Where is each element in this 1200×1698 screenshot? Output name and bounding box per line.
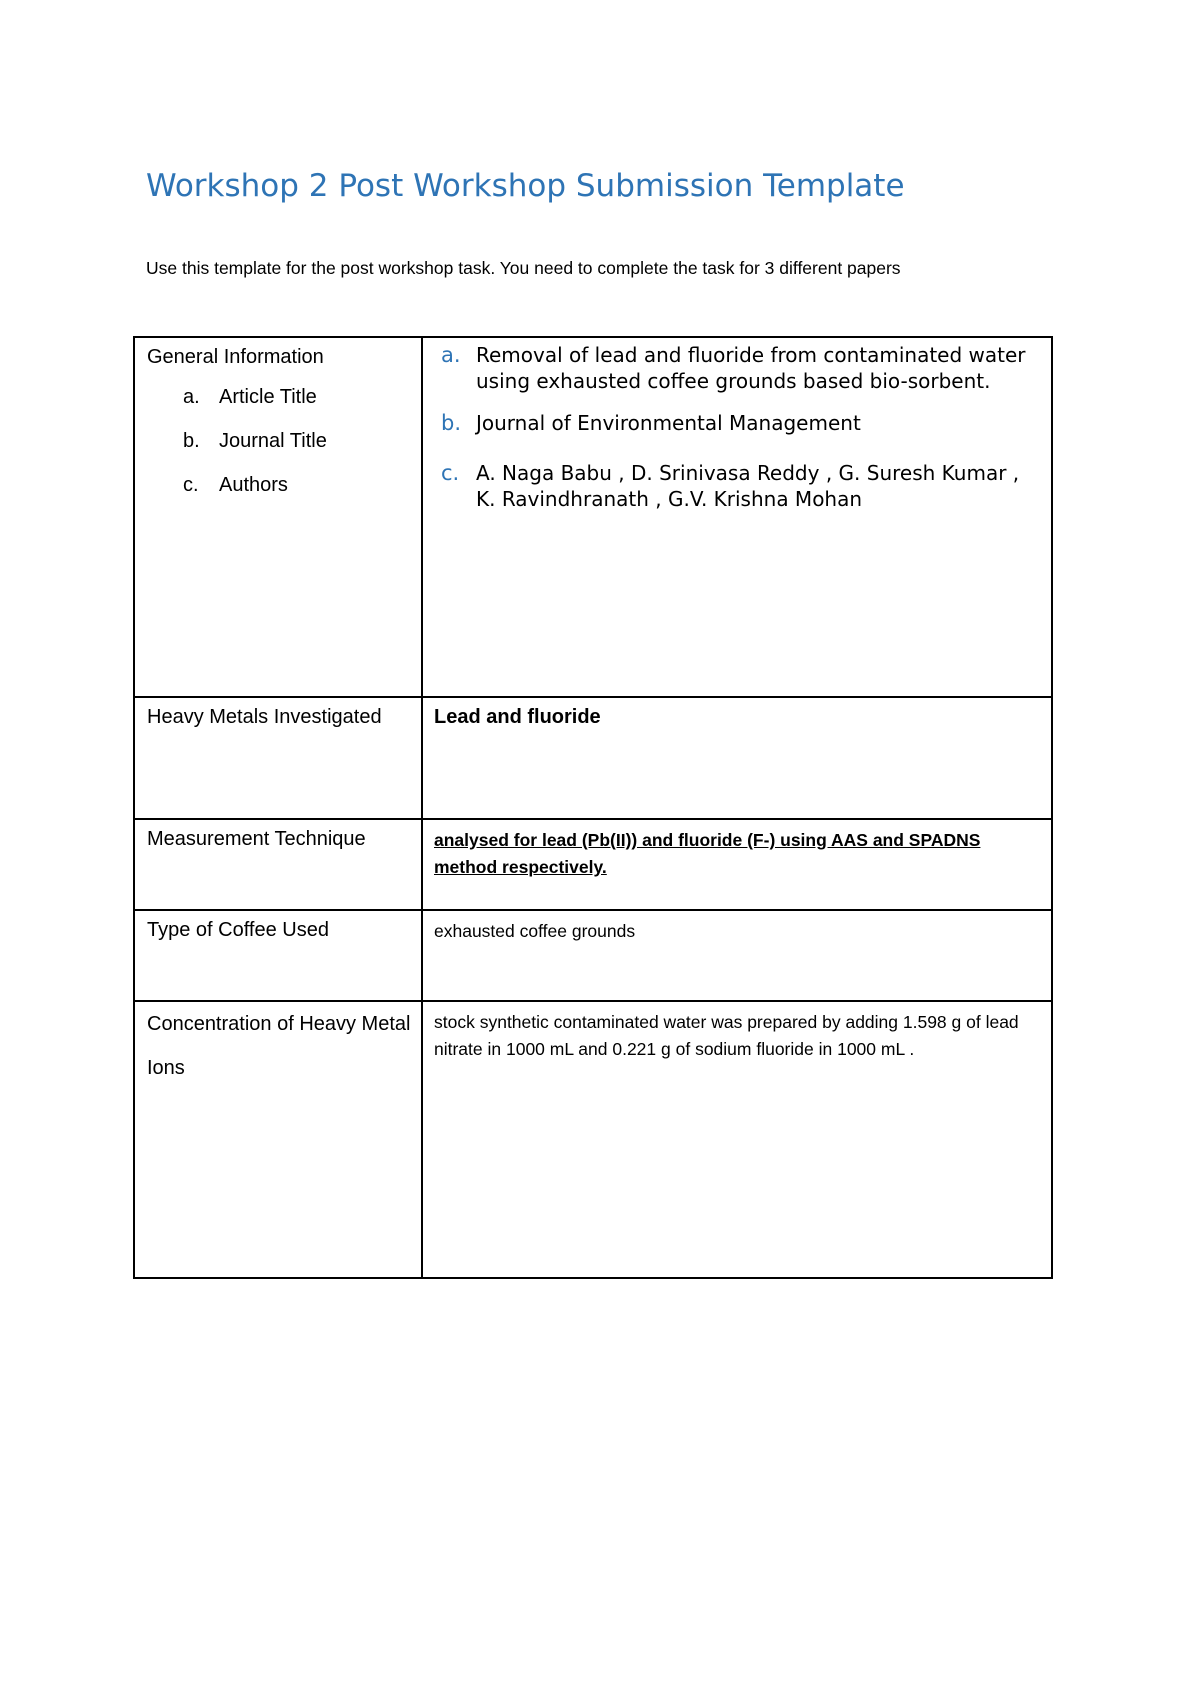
general-information-value-cell	[422, 337, 1052, 697]
table-row-measurement-technique	[134, 819, 1052, 910]
concentration-value: stock synthetic contaminated water was prepared by adding 1.598 g of lead nitrate in 1000 mL and 0.221 g of sodium fluoride in 1000 mL .	[434, 1012, 1019, 1059]
table-row-general-information	[134, 337, 1052, 697]
table-row-concentration	[134, 1001, 1052, 1278]
page-title: Workshop 2 Post Workshop Submission Template	[146, 168, 905, 204]
measurement-technique-label: Measurement Technique	[147, 828, 366, 850]
heavy-metals-label: Heavy Metals Investigated	[147, 706, 382, 728]
heavy-metals-value: Lead and fluoride	[434, 706, 601, 728]
concentration-label-cell	[134, 1001, 422, 1278]
concentration-value-cell	[422, 1001, 1052, 1278]
coffee-value-cell	[422, 910, 1052, 1001]
coffee-type-label: Type of Coffee Used	[147, 919, 329, 941]
heavy-metals-value-cell	[422, 697, 1052, 819]
general-information-label-cell	[134, 337, 422, 697]
intro-text: Use this template for the post workshop task. You need to complete the task for 3 different papers	[146, 258, 901, 278]
article-title-value: Removal of lead and fluoride from contaminated water using exhausted coffee grounds based bio-sorbent.	[476, 343, 1026, 393]
list-item	[135, 428, 421, 454]
measurement-label-cell	[134, 819, 422, 910]
list-item	[441, 342, 1051, 394]
general-information-label: General Information	[147, 346, 324, 368]
list-item	[441, 410, 1051, 436]
submission-table	[133, 336, 1053, 1279]
list-marker: c.	[441, 461, 460, 485]
general-information-values	[423, 338, 1051, 512]
table-row-heavy-metals	[134, 697, 1052, 819]
list-marker: a.	[183, 386, 200, 408]
coffee-type-value: exhausted coffee grounds	[434, 921, 636, 941]
measurement-technique-value: analysed for lead (Pb(II)) and fluoride (F-) using AAS and SPADNS method respectively.	[434, 830, 981, 877]
authors-value: A. Naga Babu , D. Srinivasa Reddy , G. Suresh Kumar , K. Ravindhranath , G.V. Krishna Mohan	[476, 461, 1020, 511]
journal-title-label: Journal Title	[219, 430, 327, 452]
list-item	[135, 384, 421, 410]
journal-title-value: Journal of Environmental Management	[476, 411, 861, 435]
table-row-coffee-type	[134, 910, 1052, 1001]
list-marker: a.	[441, 343, 461, 367]
general-information-sublist	[135, 384, 421, 498]
article-title-label: Article Title	[219, 386, 317, 408]
list-marker: c.	[183, 474, 199, 496]
measurement-value-cell	[422, 819, 1052, 910]
concentration-label: Concentration of Heavy Metal Ions	[147, 1013, 411, 1079]
list-marker: b.	[441, 411, 462, 435]
list-marker: b.	[183, 430, 200, 452]
coffee-label-cell	[134, 910, 422, 1001]
list-item	[441, 460, 1051, 512]
list-item	[135, 472, 421, 498]
authors-label: Authors	[219, 474, 288, 496]
heavy-metals-label-cell	[134, 697, 422, 819]
